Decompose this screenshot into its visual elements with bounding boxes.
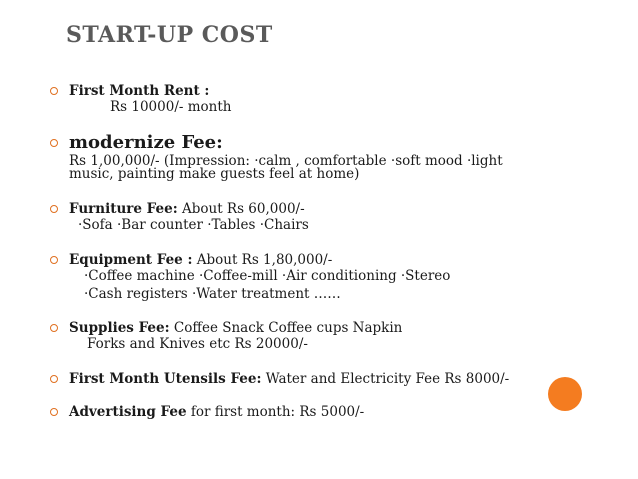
circle-bullet-icon — [50, 205, 58, 213]
list-item-supplies — [50, 320, 402, 352]
item-text: About Rs 60,000/- — [177, 201, 305, 217]
item-label: Advertising Fee — [69, 404, 187, 420]
circle-bullet-icon — [50, 375, 58, 383]
item-label: modernize Fee: — [69, 132, 223, 153]
item-text: for first month: Rs 5000/- — [186, 404, 365, 420]
item-detail: ·Cash registers ·Water treatment …… — [84, 286, 341, 302]
item-text: About Rs 1,80,000/- — [192, 252, 333, 268]
item-label: First Month Utensils Fee: — [69, 371, 262, 387]
list-item-utensils — [50, 371, 509, 387]
item-detail: Rs 10000/- month — [110, 99, 232, 115]
item-label: Supplies Fee: — [69, 320, 170, 336]
item-heading — [69, 83, 231, 99]
item-label: Furniture Fee: — [69, 201, 178, 217]
item-heading — [69, 404, 364, 420]
circle-bullet-icon — [50, 87, 58, 95]
item-text: Coffee Snack Coffee cups Napkin — [169, 320, 403, 336]
list-item-furniture — [50, 201, 309, 233]
circle-bullet-icon — [50, 324, 58, 332]
circle-bullet-icon — [50, 256, 58, 264]
item-detail: ·Sofa ·Bar counter ·Tables ·Chairs — [78, 217, 309, 233]
item-detail: music, painting make guests feel at home) — [69, 166, 360, 182]
item-detail: ·Coffee machine ·Coffee-mill ·Air conditioning ·Stereo — [84, 268, 451, 284]
item-heading — [69, 371, 509, 387]
item-heading — [69, 201, 309, 217]
list-item-rent — [50, 83, 231, 115]
item-heading — [69, 133, 503, 153]
item-heading — [69, 252, 450, 268]
item-label: Equipment Fee : — [69, 252, 193, 268]
circle-bullet-icon — [50, 139, 58, 147]
slide-title: START-UP COST — [66, 22, 273, 48]
list-item-modernize — [50, 133, 503, 182]
item-detail: Forks and Knives etc Rs 20000/- — [87, 336, 308, 352]
list-item-equipment — [50, 252, 450, 302]
item-detail: Rs 1,00,000/- (Impression: ·calm , comfortable ·soft mood ·light — [69, 153, 503, 169]
circle-bullet-icon — [50, 408, 58, 416]
item-heading — [69, 320, 402, 336]
orange-circle-decoration — [548, 377, 582, 411]
item-text: Water and Electricity Fee Rs 8000/- — [261, 371, 510, 387]
item-label: First Month Rent : — [69, 83, 210, 99]
list-item-advertising — [50, 404, 364, 420]
